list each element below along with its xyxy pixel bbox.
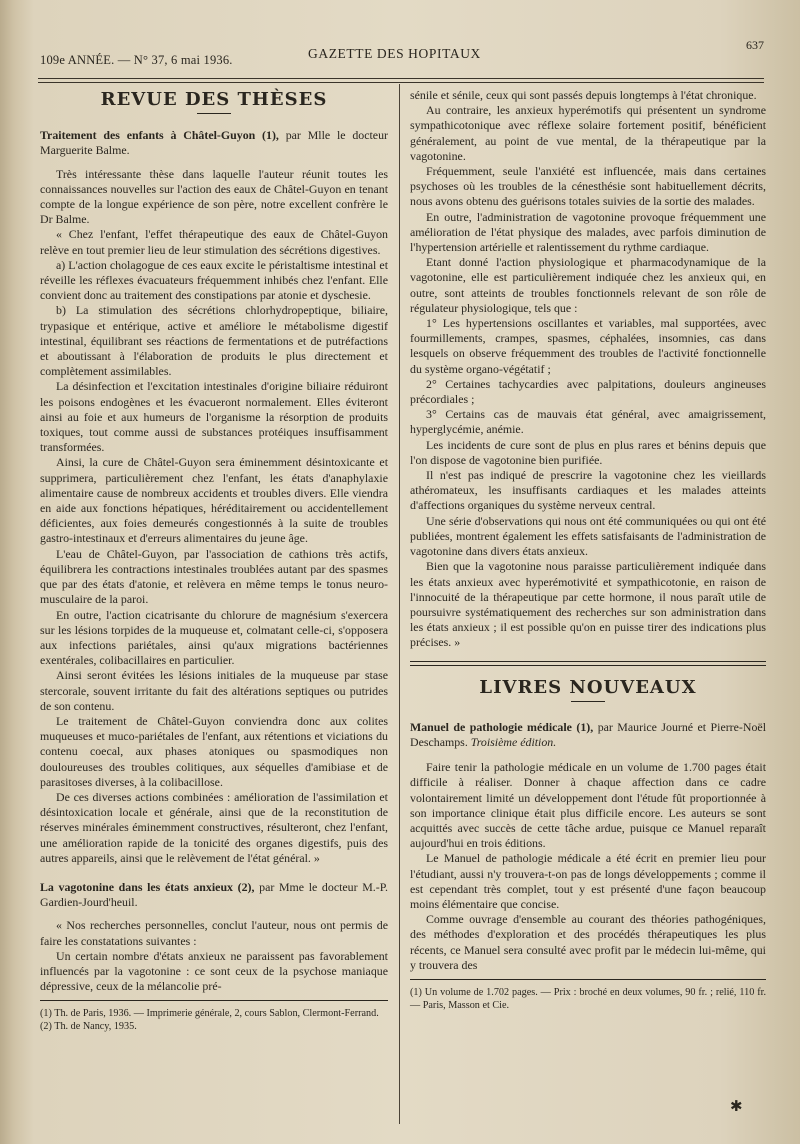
paragraph: Les incidents de cure sont de plus en plus rares et bénins depuis que l'on dispose de vagotonine bien purifiée. (410, 437, 766, 467)
paragraph: sénile et sénile, ceux qui sont passés depuis longtemps à l'état chronique. (410, 88, 757, 102)
footnote: (1) Th. de Paris, 1936. — Imprimerie générale, 2, cours Sablon, Clermont-Ferrand. (40, 1008, 379, 1020)
paragraph: Le Manuel de pathologie médicale a été écrit en premier lieu pour l'étudiant, aussi n'y trouvera-t-on pas de longs développements ; comme il est cependant très complet, tout y est présenté d'une façon beaucoup moins élémentaire que concise. (410, 851, 766, 911)
paragraph: De ces diverses actions combinées : amélioration de l'assimilation et désintoxication locale et générale, ainsi que de la reconstitution de réserves minérales éminemment constructives, résulteront, chez l'enfant, une amélioration rapide de la tonicité des organes digestifs, puis des autres appareils, ainsi que le relèvement de l'état général. » (40, 789, 388, 865)
paragraph: 2° Certaines tachycardies avec palpitations, douleurs angineuses précordiales ; (410, 376, 766, 407)
header-rule-thin (38, 82, 764, 83)
paragraph: Etant donné l'action physiologique et pharmacodynamique de la vagotonine, elle est particulièrement indiquée chez les anxieux qui, en outre, sont atteints de troubles fonctionnels relevant de son rôle de régulateur physiologique, tels que : (410, 255, 766, 315)
article-title-text: La vagotonine dans les états anxieux (2), (40, 879, 255, 894)
section-title-livres: LIVRES NOUVEAUX (479, 676, 697, 698)
paragraph: Une série d'observations qui nous ont été communiquées ou qui ont été publiées, montrent également les effets satisfaisants de l'administration de vagotonine dans divers états anxieux. (410, 513, 766, 559)
left-column (40, 89, 388, 1033)
paragraph: « Nos recherches personnelles, conclut l'auteur, nous ont permis de faire les constatations suivantes : (40, 918, 388, 948)
section-underline (197, 113, 231, 114)
section-divider-thin (410, 665, 766, 666)
footnote-rule (410, 979, 766, 980)
paragraph: Au contraire, les anxieux hyperémotifs qui présentent un syndrome sympathicotonique avec réflexe solaire fortement positif, bénéficient généralement, au point de vue mental, de la thérapeutique par la vagotonine. (410, 103, 766, 163)
journal-title: GAZETTE DES HOPITAUX (308, 46, 481, 61)
paragraph: Un certain nombre d'états anxieux ne paraissent pas favorablement influencés par la vagotonine : ce sont ceux de la psychose maniaque dépressive, ceux de la mélancolie pré- (40, 948, 388, 994)
right-column (410, 88, 766, 1012)
paragraph: 1° Les hypertensions oscillantes et variables, mal supportées, avec fourmillements, crampes, spasmes, céphalées, insomnies, cas dans lesquels on observe fréquemment des troubles de l'activité fonctionnelle du système organo-végétatif ; (410, 316, 766, 376)
paragraph: En outre, l'action cicatrisante du chlorure de magnésium s'exercera sur les lésions torpides de la muqueuse et, colmatant celle-ci, s'opposera aux infections pariétales, ainsi qu'aux migrations bactériennes exentérales, colibacillaires en particulier. (40, 607, 388, 668)
article-title (40, 128, 388, 158)
section-underline (571, 701, 605, 702)
page-number: 637 (746, 38, 764, 52)
footnote: (1) Un volume de 1.702 pages. — Prix : broché en deux volumes, 90 fr. ; relié, 110 fr. — Paris, Masson et Cie. (410, 986, 766, 1011)
paragraph: Très intéressante thèse dans laquelle l'auteur réunit toutes les connaissances nouvelles sur l'action des eaux de Châtel-Guyon en tenant compte de la longue expérience de son père, notre excellent confrère le Dr Balme. (40, 166, 388, 227)
article-title (40, 880, 388, 910)
paragraph: Il n'est pas indiqué de prescrire la vagotonine chez les vieillards athéromateux, les insuffisants cardiaques et les malades atteints d'affections organiques du système nerveux central. (410, 468, 766, 513)
issue-info: 109e ANNÉE. — N° 37, 6 mai 1936. (40, 53, 233, 67)
book-title-text: Manuel de pathologie médicale (1), (410, 719, 594, 734)
paragraph: Bien que la vagotonine nous paraisse particulièrement indiquée dans les états anxieux avec hyperémotivité et sympathicotonie, en raison de l'innocuité de la thérapeutique par cette hormone, il nous paraît utile de poursuivre systématiquement des recherches sur son administration dans les états anxieux ; il est possible qu'on en puisse tirer des indications plus précises. » (410, 559, 766, 650)
paragraph: b) La stimulation des sécrétions chlorhydropeptique, biliaire, trypasique et entérique, active et améliore le métabolisme digestif intestinal, équilibrant ses réactions de fermentations et de putréfactions et aboutissant à l'élaboration de produits le plus directement et complètement assimilables. (40, 303, 388, 379)
paragraph: Fréquemment, seule l'anxiété est influencée, mais dans certaines psychoses où les troubles de la cénesthésie sont habituellement décrits, nous avons obtenu des guérisons totales suivies de la sortie des malades. (410, 164, 766, 209)
section-title-theses: REVUE DES THÈSES (100, 89, 328, 110)
paragraph: Comme ouvrage d'ensemble au courant des théories pathogéniques, des méthodes d'exploration et des procédés thérapeutiques les plus récents, ce Manuel sera consulté avec profit par le médecin lui-même, qui y trouvera des (410, 912, 766, 972)
paragraph: Le traitement de Châtel-Guyon conviendra donc aux colites muqueuses et muco-pariétales de l'enfant, aux rétentions et viciations du contenu coecal, aux phases atoniques ou spasmodiques non douloureuses des troubles colitiques, aux séquelles d'amibiase et de parasitoses diverses, à la colibacillose. (40, 713, 388, 789)
paragraph: Ainsi seront évitées les lésions initiales de la muqueuse par stase stercorale, souvent irritante du fait des altérations septiques ou putrides de son contenu. (40, 668, 388, 713)
paragraph: 3° Certains cas de mauvais état général, avec amaigrissement, hyperglycémie, anémie. (410, 407, 766, 437)
paragraph: Faire tenir la pathologie médicale en un volume de 1.700 pages était difficile à réaliser. Donner à chaque affection dans ce cadre volontairement limité un développement dont l'étude fût proportionnée à son importance clinique était plus difficile encore. Les auteurs se sont acquittés avec succès de cette tâche ardue, puisque ce Manuel reparaît aujourd'hui en trois éditions. (410, 760, 766, 851)
footnote: (2) Th. de Nancy, 1935. (40, 1021, 137, 1033)
book-author: par Maurice Journé et Pierre-Noël Deschamps. (410, 719, 766, 749)
section-divider (410, 661, 766, 662)
footnote-rule (40, 1000, 388, 1001)
paragraph: Ainsi, la cure de Châtel-Guyon sera éminemment désintoxicante et supprimera, particulièrement chez l'enfant, les états d'anaphylaxie alimentaire cause de nombreux accidents et troubles divers. Elle viendra en aide aux fonctions hépatiques, héréditairement ou accidentellement déficientes, aux foies demeurés congestionnés à la suite de troubles gastro-intestinaux et d'erreurs alimentaires du jeune âge. (40, 455, 388, 546)
paragraph: « Chez l'enfant, l'effet thérapeutique des eaux de Châtel-Guyon relève en tout premier lieu de leur stimulation des sécrétions digestives. (40, 227, 388, 257)
header-rule (38, 78, 764, 79)
book-edition: Troisième édition. (470, 734, 557, 749)
article-title-text: Traitement des enfants à Châtel-Guyon (1), (40, 128, 279, 143)
article-author: par Mme le docteur M.-P. Gardien-Jourd'heuil. (40, 879, 388, 910)
book-title (410, 720, 766, 750)
paragraph: L'eau de Châtel-Guyon, par l'association de cathions très actifs, équilibrera les contractions intestinales troublées autant par des spasmes que par des états d'atonie, et relèvera en même temps le tonus neuro-musculaire de la paroi. (40, 546, 388, 607)
column-separator (399, 84, 400, 1124)
end-mark-icon: ✱ (730, 1097, 743, 1115)
paragraph: a) L'action cholagogue de ces eaux excite le péristaltisme intestinal et réveille les réflexes évacuateurs fréquemment inhibés chez l'enfant. Elle convient donc au traitement des constipations par atonie et dyschesie. (40, 257, 388, 303)
paragraph: En outre, l'administration de vagotonine provoque fréquemment une amélioration de l'état physique des malades, avec parfois diminution de l'hypertension artérielle et ralentissement du rythme cardiaque. (410, 209, 766, 255)
running-header (38, 38, 764, 74)
paragraph: La désinfection et l'excitation intestinales d'origine biliaire réduiront les poisons endogènes et les évacueront normalement. Elles éviteront ainsi au foie et aux humeurs de l'organisme la résorption de produits toxiques, tout comme aussi de substances protéiques insuffisamment transformées. (40, 379, 388, 455)
article-author: par Mlle le docteur Marguerite Balme. (40, 128, 388, 158)
